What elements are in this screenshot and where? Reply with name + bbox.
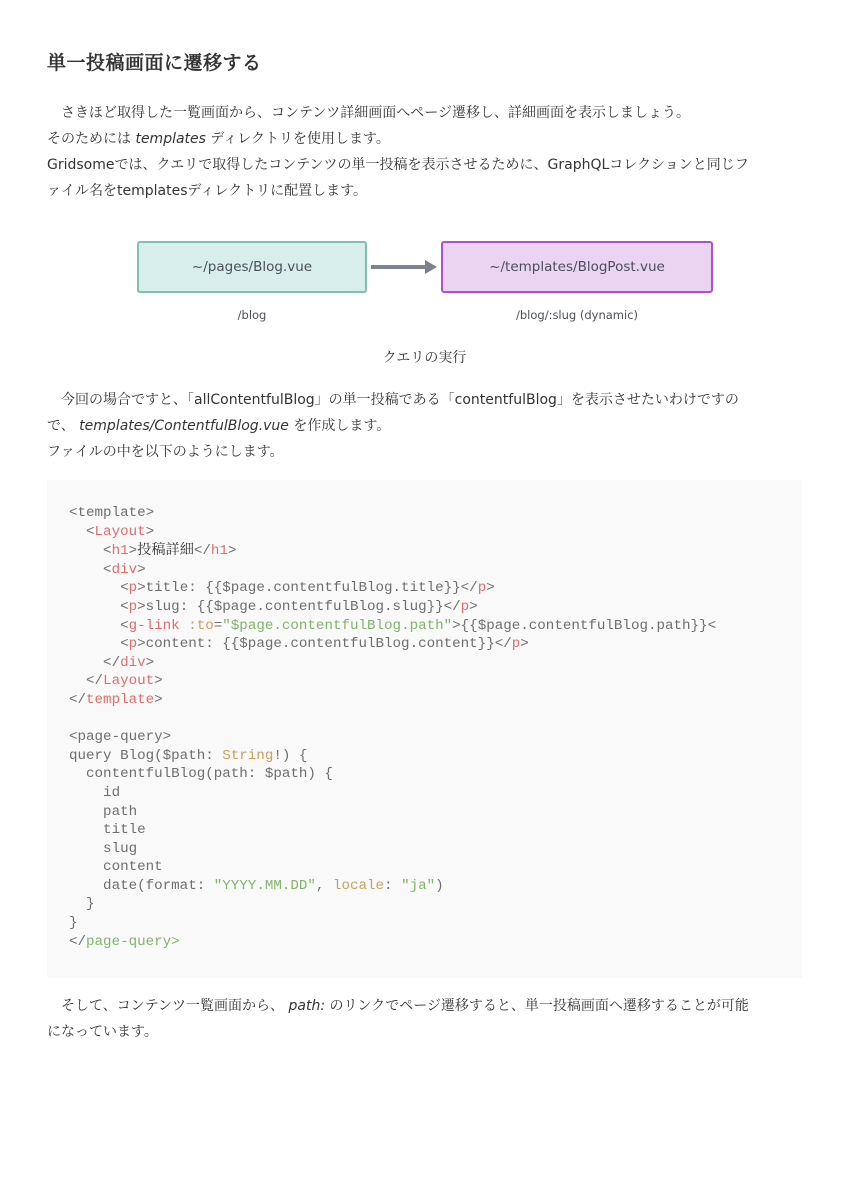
intro-line-2 (47, 126, 807, 152)
outro-paragraph (47, 993, 807, 1045)
para2-line-1: 今回の場合ですと、「allContentfulBlog」の単一投稿である「contentfulBlog」を表示させたいわけですの (61, 392, 739, 408)
figure-caption: クエリの実行 (382, 350, 467, 366)
text: そのためには (47, 131, 136, 147)
routing-diagram (137, 241, 717, 331)
text: そして、コンテンツ一覧画面から、 (61, 998, 289, 1014)
intro-paragraph (47, 100, 807, 204)
templates-dir-emphasis: templates (135, 131, 206, 147)
code-content: <template> <Layout> <h1>投稿詳細</h1> <div> <p>title: {{$page.contentfulBlog.title}}</p> <p>slug: {{$page.contentfulBlog.slug}}</p> <g-link :to="$page.contentfulBlog.path">{{$page.contentfulBlog.path}}< <p>content: {{$page.contentfulBlog.content}}</p> </div> </Layout> </template> <page-query> query Blog($path: String!) { contentfulBlog(path: $path) { id path title slug content date(format: "YYYY.MM.DD", locale: "ja") } } </page-query> (69, 505, 717, 950)
box-label: ~/templates/BlogPost.vue (489, 259, 665, 275)
box-label: ~/pages/Blog.vue (191, 259, 313, 275)
target-route-label: /blog/:slug (dynamic) (515, 308, 639, 322)
code-block (47, 480, 802, 978)
arrow-right-icon (371, 260, 437, 274)
intro-line-4: ァイル名をtemplatesディレクトリに配置します。 (47, 183, 367, 199)
outro-line-1 (47, 993, 807, 1019)
para2-line-3: ファイルの中を以下のようにします。 (47, 444, 284, 460)
path-emphasis: path: (288, 998, 326, 1014)
intro-line-3: Gridsomeでは、クエリで取得したコンテンツの単一投稿を表示させるために、GraphQLコレクションと同じフ (47, 157, 749, 173)
body-paragraph (47, 387, 807, 465)
text: のリンクでページ遷移すると、単一投稿画面へ遷移することが可能 (325, 998, 749, 1014)
intro-line-1: さきほど取得した一覧画面から、コンテンツ詳細画面へページ遷移し、詳細画面を表示しましょう。 (61, 105, 691, 121)
text: を作成します。 (288, 418, 391, 434)
outro-line-2: になっています。 (47, 1024, 158, 1040)
source-route-label: /blog (237, 308, 267, 322)
text: で、 (47, 418, 80, 434)
templates-blogpost-vue-box (441, 241, 713, 293)
section-heading: 単一投稿画面に遷移する (47, 52, 262, 74)
file-path-emphasis: templates/ContentfulBlog.vue (79, 418, 289, 434)
pages-blog-vue-box (137, 241, 367, 293)
text: ディレクトリを使用します。 (205, 131, 390, 147)
para2-line-2 (47, 413, 807, 439)
